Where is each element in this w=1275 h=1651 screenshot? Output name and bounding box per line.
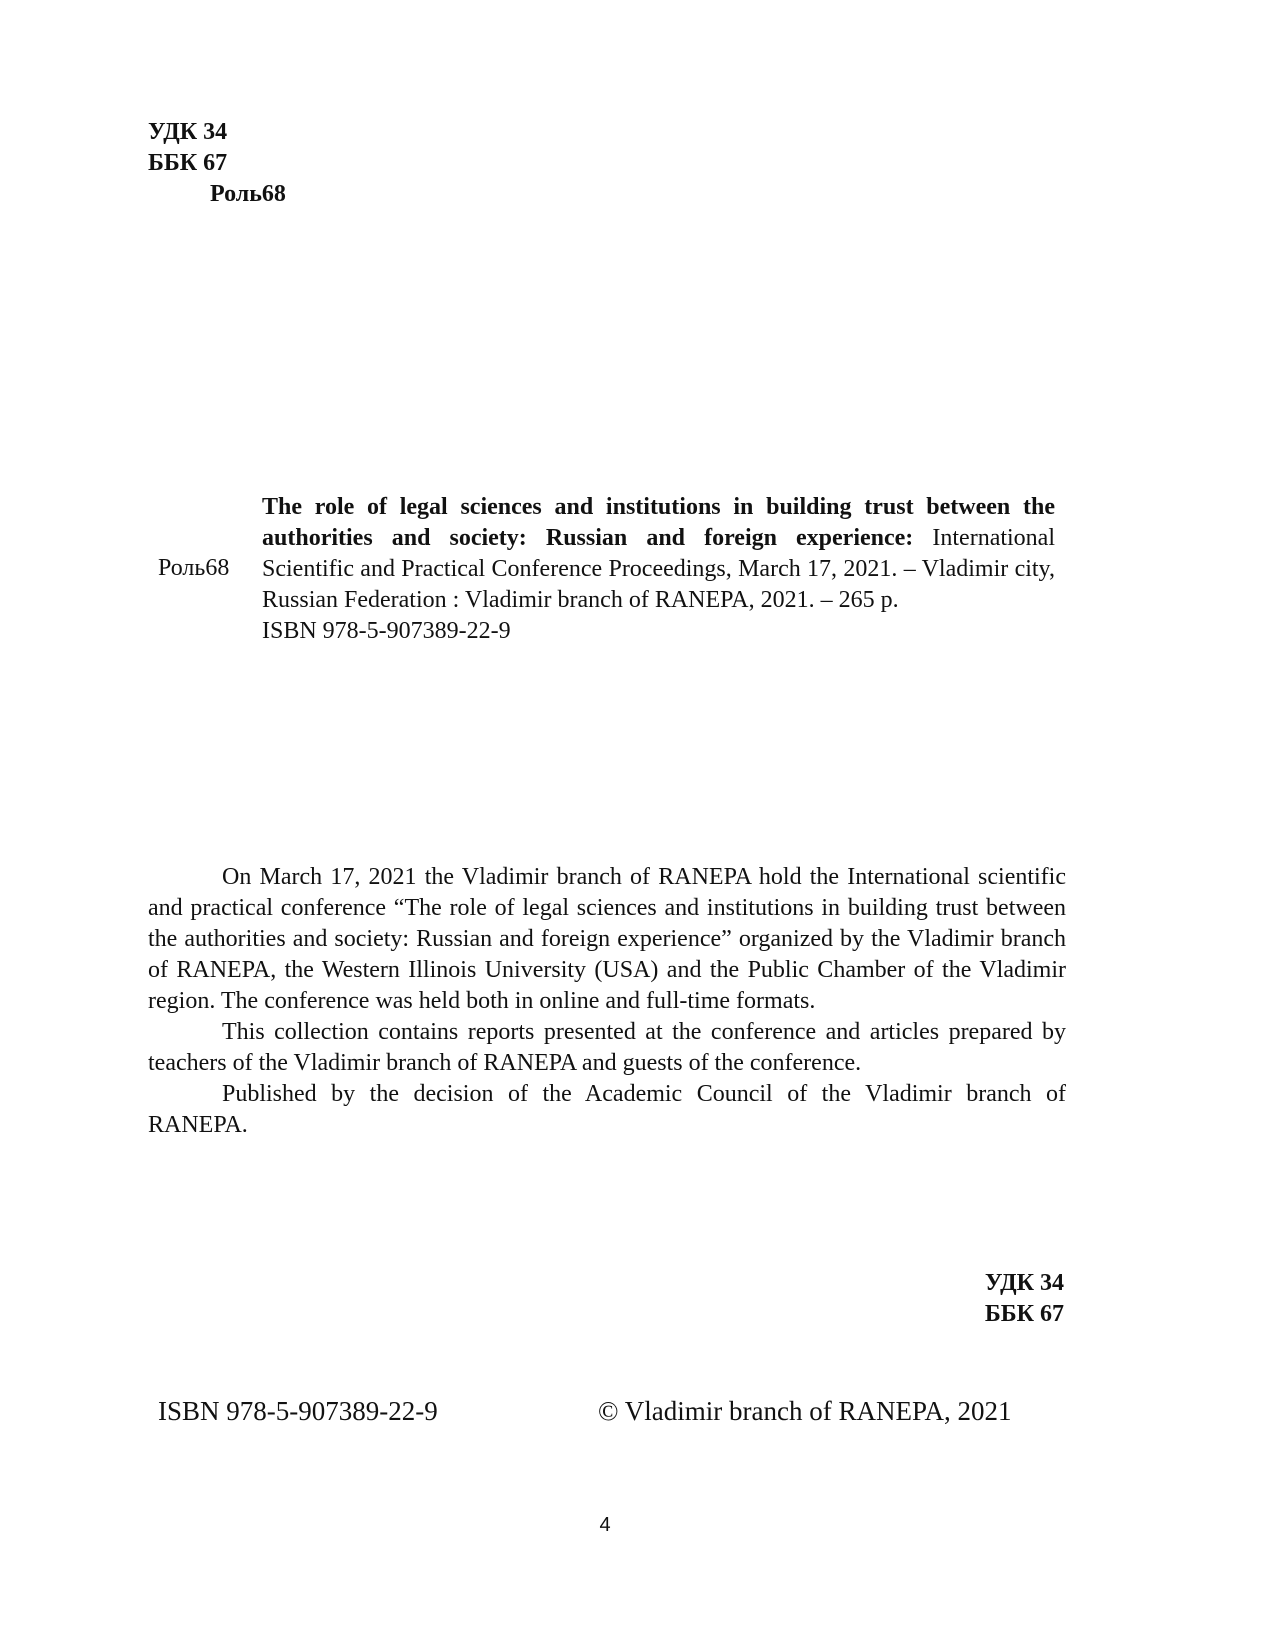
annotation: [148, 862, 1066, 1141]
annotation-paragraph-2: This collection contains reports presented at the conference and articles prepared by teachers of the Vladimir branch of RANEPA and guests of the conference.: [148, 1019, 1066, 1076]
biblio-author-mark: Роль68: [158, 555, 230, 581]
udk-code-bottom: УДК 34: [984, 1270, 1064, 1296]
author-mark: Роль68: [210, 181, 286, 207]
footer-isbn: ISBN 978-5-907389-22-9: [158, 1396, 438, 1426]
classification-codes-top: [148, 117, 286, 210]
annotation-paragraph-1: On March 17, 2021 the Vladimir branch of RANEPA hold the International scientific and practical conference “The role of legal sciences and institutions in building trust between the authorities and society: Russian and foreign experience” organized by the Vladimir branch of RANEPA, the Western Illinois University (USA) and the Public Chamber of the Vladimir region. The conference was held both in online and full-time formats.: [148, 864, 1066, 1014]
book-description: International Scientific and Practical Conference Proceedings, March 17, 2021. – Vladimir city, Russian Federation : Vladimir branch of RANEPA, 2021. – 265 p.: [262, 525, 1056, 613]
classification-codes-bottom: [985, 1268, 1064, 1330]
bbk-code: ББК 67: [148, 150, 228, 176]
bibliographic-record: [262, 492, 1055, 647]
book-isbn: ISBN 978-5-907389-22-9: [262, 618, 511, 644]
udk-code: УДК 34: [148, 119, 228, 145]
copyright-notice: © Vladimir branch of RANEPA, 2021: [598, 1396, 1012, 1426]
annotation-paragraph-3: Published by the decision of the Academic Council of the Vladimir branch of RANEPA.: [148, 1081, 1066, 1138]
page-number: 4: [599, 1514, 611, 1536]
book-title: The role of legal sciences and institutions in building trust between the authorities and society: Russian and foreign experience:: [262, 494, 1055, 551]
bbk-code-bottom: ББК 67: [984, 1301, 1064, 1327]
